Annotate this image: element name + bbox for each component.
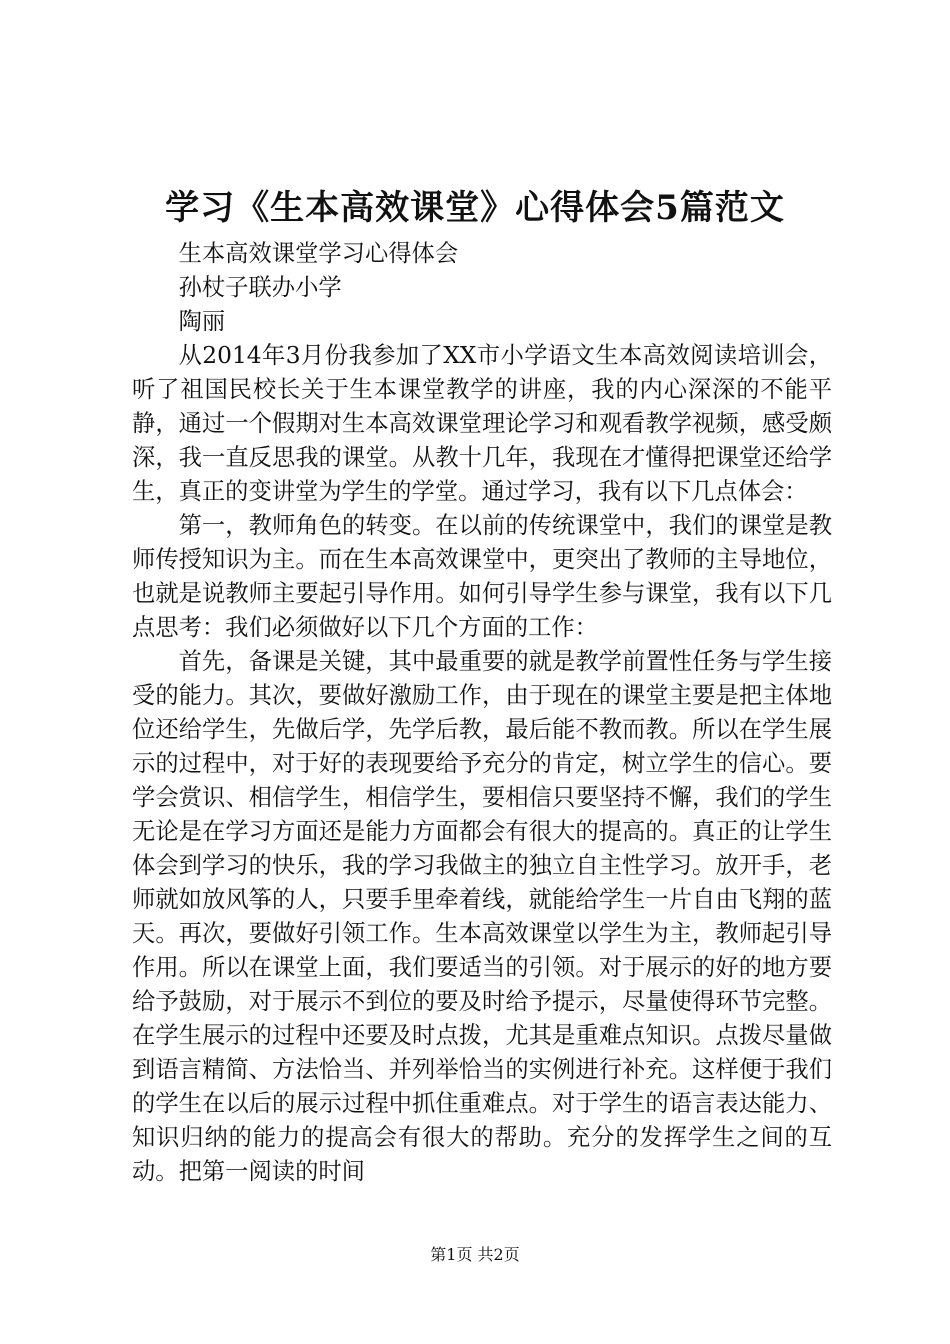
page-number-footer: 第1页 共2页 [430, 1245, 520, 1264]
paragraph: 首先，备课是关键，其中最重要的就是教学前置性任务与学生接受的能力。其次，要做好激励工作，由于现在的课堂主要是把主体地位还给学生，先做后学，先学后教，最后能不教而教。所以在学生展示的过程中，对于好的表现要给予充分的肯定，树立学生的信心。要学会赏识、相信学生，相信学生，要相信只要坚持不懈，我们的学生无论是在学习方面还是能力方面都会有很大的提高的。真正的让学生体会到学习的快乐，我的学习我做主的独立自主性学习。放开手，老师就如放风筝的人，只要手里牵着线，就能给学生一片自由飞翔的蓝天。再次，要做好引领工作。生本高效课堂以学生为主，教师起引导作用。所以在课堂上面，我们要适当的引领。对于展示的好的地方要给予鼓励，对于展示不到位的要及时给予提示，尽量使得环节完整。在学生展示的过程中还要及时点拨，尤其是重难点知识。点拨尽量做到语言精简、方法恰当、并列举恰当的实例进行补充。这样便于我们的学生在以后的展示过程中抓住重难点。对于学生的语言表达能力、知识归纳的能力的提高会有很大的帮助。充分的发挥学生之间的互动。把第一阅读的时间 [132, 648, 832, 1185]
subtitle-line: 生本高效课堂学习心得体会 [178, 240, 459, 267]
school-line: 孙杖子联办小学 [178, 274, 342, 301]
paragraph: 第一，教师角色的转变。在以前的传统课堂中，我们的课堂是教师传授知识为主。而在生本高效课堂中，更突出了教师的主导地位，也就是说教师主要起引导作用。如何引导学生参与课堂，我有以下几点思考：我们必须做好以下几个方面的工作： [132, 512, 832, 641]
document-body [132, 237, 832, 1189]
paragraph: 从2014年3月份我参加了XX市小学语文生本高效阅读培训会，听了祖国民校长关于生本课堂教学的讲座，我的内心深深的不能平静，通过一个假期对生本高效课堂理论学习和观看教学视频，感受颇深，我一直反思我的课堂。从教十几年，我现在才懂得把课堂还给学生，真正的变讲堂为学生的学堂。通过学习，我有以下几点体会： [132, 342, 832, 505]
document-title: 学习《生本高效课堂》心得体会5篇范文 [165, 188, 785, 228]
author-line: 陶丽 [178, 308, 226, 335]
